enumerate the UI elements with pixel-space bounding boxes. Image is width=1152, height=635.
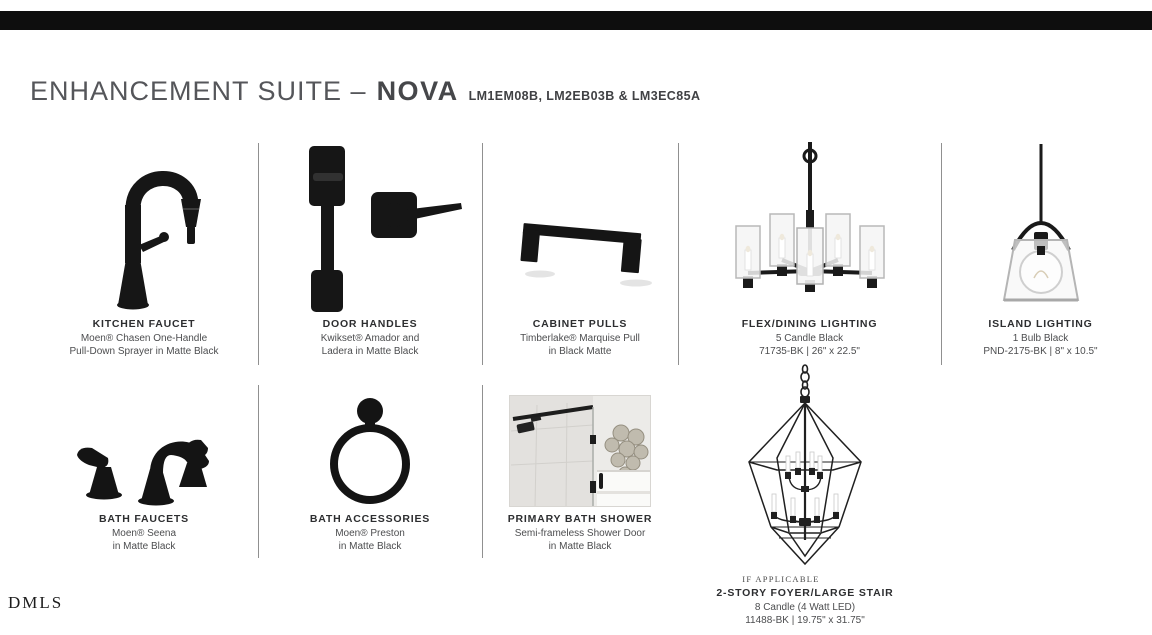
column-divider [941, 143, 942, 365]
door-handles-icon [258, 140, 482, 312]
product-desc-line1: 5 Candle Black [775, 333, 844, 344]
product-card-door-handles [258, 140, 482, 358]
column-divider [258, 143, 259, 365]
product-title: KITCHEN FAUCET [92, 318, 196, 330]
product-title: CABINET PULLS [532, 318, 628, 330]
product-card-primary-bath-shower [482, 385, 678, 553]
pendant-light-icon [941, 140, 1140, 312]
product-desc-line2: Pull-Down Sprayer in Matte Black [69, 345, 219, 357]
product-desc-line2: Ladera in Matte Black [321, 345, 419, 357]
product-caption [310, 513, 430, 553]
cage-chandelier-icon [690, 364, 920, 570]
shower-photo [482, 385, 678, 507]
bath-faucet-icon [30, 385, 258, 507]
product-title: ISLAND LIGHTING [988, 318, 1093, 330]
product-caption [716, 587, 893, 627]
product-title: 2-STORY FOYER/LARGE STAIR [716, 587, 894, 599]
column-divider [678, 143, 679, 365]
product-desc-line1: 1 Bulb Black [1012, 333, 1069, 344]
title-collection-name: NOVA [376, 76, 459, 106]
product-desc-line2: in Matte Black [548, 540, 612, 552]
column-divider [482, 385, 483, 558]
cabinet-pull-icon [482, 140, 678, 312]
product-title: PRIMARY BATH SHOWER [507, 513, 653, 525]
product-desc-line2: in Matte Black [112, 540, 176, 552]
product-desc-line2: 11488-BK | 19.75" x 31.75" [745, 614, 865, 626]
title-text: ENHANCEMENT SUITE – [30, 76, 367, 106]
product-desc-line1: Kwikset® Amador and [320, 333, 420, 344]
product-card-cabinet-pulls [482, 140, 678, 358]
product-desc-line1: Moen® Preston [335, 528, 405, 539]
product-title: FLEX/DINING LIGHTING [741, 318, 878, 330]
product-card-flex-dining-lighting [678, 140, 941, 358]
product-caption [983, 318, 1097, 358]
product-desc-line1: Moen® Chasen One-Handle [80, 333, 208, 344]
product-desc-line1: Timberlake® Marquise Pull [520, 333, 640, 344]
chandelier-icon [678, 140, 941, 312]
product-desc-line2: in Matte Black [338, 540, 402, 552]
dmls-logo: DMLS [8, 593, 64, 612]
product-desc-line1: Semi-frameless Shower Door [514, 528, 646, 539]
product-desc-line2: PND-2175-BK | 8" x 10.5" [983, 345, 1098, 357]
product-card-bath-accessories [258, 385, 482, 553]
if-applicable-note: IF APPLICABLE [742, 574, 820, 584]
page-title [30, 76, 700, 107]
product-desc-line2: in Black Matte [548, 345, 612, 357]
product-caption [520, 318, 640, 358]
column-divider [482, 143, 483, 365]
product-desc-line2: 71735-BK | 26" x 22.5" [759, 345, 860, 357]
column-divider [258, 385, 259, 558]
product-caption [70, 318, 219, 358]
product-card-kitchen-faucet [30, 140, 258, 358]
title-model-numbers: LM1EM08B, LM2EB03B & LM3EC85A [468, 89, 701, 103]
product-desc-line1: 8 Candle (4 Watt LED) [754, 602, 856, 613]
product-caption [508, 513, 653, 553]
product-card-bath-faucets [30, 385, 258, 553]
product-card-foyer-lighting [690, 364, 920, 627]
product-caption [99, 513, 189, 553]
product-title: BATH FAUCETS [99, 513, 189, 525]
product-desc-line1: Moen® Seena [111, 528, 177, 539]
product-caption [321, 318, 420, 358]
towel-ring-icon [258, 385, 482, 507]
product-title: BATH ACCESSORIES [309, 513, 431, 525]
product-title: DOOR HANDLES [322, 318, 418, 330]
product-card-island-lighting [941, 140, 1140, 358]
top-black-bar [0, 11, 1152, 30]
product-caption [742, 318, 878, 358]
kitchen-faucet-icon [30, 140, 258, 312]
